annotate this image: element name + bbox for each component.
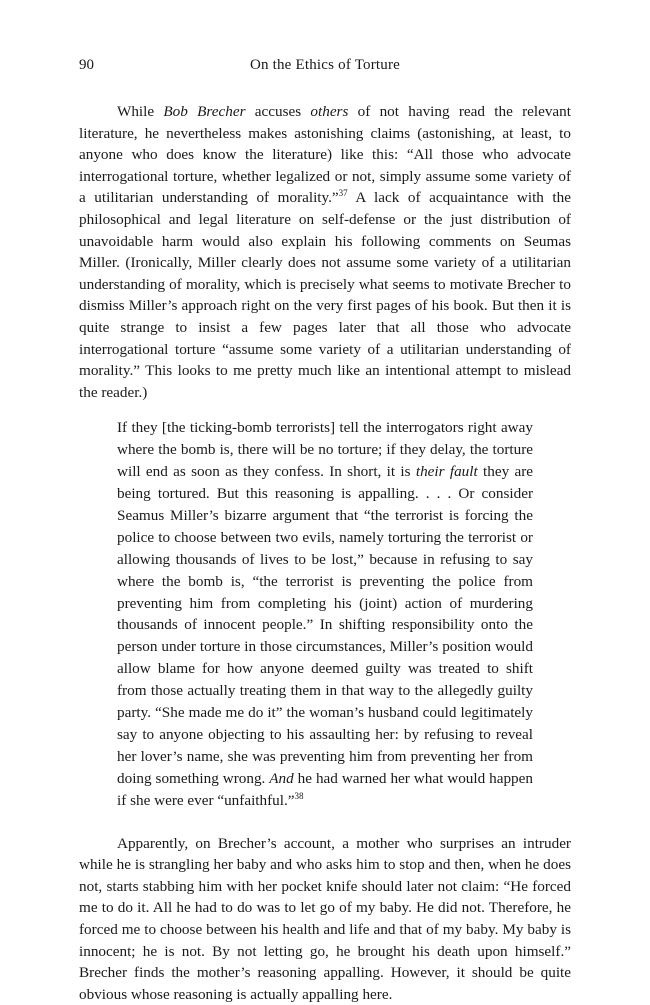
paragraph-1: [79, 101, 571, 403]
running-header: [79, 57, 571, 77]
text-run: While: [117, 103, 164, 120]
footnote-ref-37: 37: [338, 188, 348, 199]
page-number: 90: [79, 57, 94, 73]
text-run: If they [the ticking-bomb terrorists] tell the interrogators right away where the bomb is, there will be no torture; if they delay, the torture will end as soon as they confess. In short, it is: [117, 419, 533, 481]
text-run: accuses: [245, 103, 311, 120]
italic-emphasis: their fault: [415, 463, 478, 481]
italic-emphasis: others: [310, 103, 349, 120]
running-title: On the Ethics of Torture: [249, 57, 401, 73]
italic-emphasis: And: [269, 769, 294, 787]
text-run: of not having read the relevant literature, he nevertheless makes astonishing claims (astonishing, at least, to anyone who does know the literature) like this: “All those who advocate interrogational torture, whether legalized or not, simply assume some variety of a utilitarian understanding of morality.”: [79, 103, 571, 207]
italic-name: Bob Brecher: [163, 103, 246, 120]
text-run: they are being tortured. But this reasoning is appalling. . . . Or consider Seamus Miller’s bizarre argument that “the terrorist is forcing the police to choose between two evils, namely torturing the terrorist or allowing thousands of lives to be lost,” because in refusing to say where the bomb is, “the terrorist is preventing the police from preventing him from completing his (joint) action of murdering thousands of innocent people.” In shifting responsibility onto the person under torture in those circumstances, Miller’s position would allow blame for how anyone deemed guilty was treated to shift from those actually treating them in that way to the allegedly guilty party. “She made me do it” the woman’s husband could legitimately say to anyone objecting to his assaulting her: by refusing to reveal her lover’s name, she was preventing him from preventing her from doing something wrong.: [117, 463, 534, 787]
body-text: [79, 101, 571, 1005]
text-run: he had warned her what would happen if she were ever “unfaithful.”: [117, 769, 533, 809]
text-run: A lack of acquaintance with the philosophical and legal literature on self-defense or the just distribution of unavoidable harm would also explain his following comments on Seumas Miller. (Ironically, Miller clearly does not assume some variety of a utilitarian understanding of morality, which is precisely what seems to motivate Brecher to dismiss Miller’s approach right on the very first pages of his book. But then it is quite strange to insist a few pages later that all those who advocate interrogational torture “assume some variety of a utilitarian understanding of morality.” This looks to me pretty much like an intentional attempt to mislead the reader.): [79, 189, 571, 401]
footnote-ref-38: 38: [294, 790, 304, 801]
paragraph-2: Apparently, on Brecher’s account, a mother who surprises an intruder while he is strangling her baby and who asks him to stop and then, when he does not, starts stabbing him with her pocket knife should later not claim: “He forced me to do it. All he had to do was to let go of my baby. He did not. Therefore, he forced me to choose between his health and life and that of my baby. My baby is innocent; he is not. By not letting go, he brought his death upon himself.” Brecher finds the mother’s reasoning appalling. However, it should be quite obvious whose reasoning is actually appalling here.: [79, 834, 571, 1003]
block-quote: [117, 417, 533, 811]
